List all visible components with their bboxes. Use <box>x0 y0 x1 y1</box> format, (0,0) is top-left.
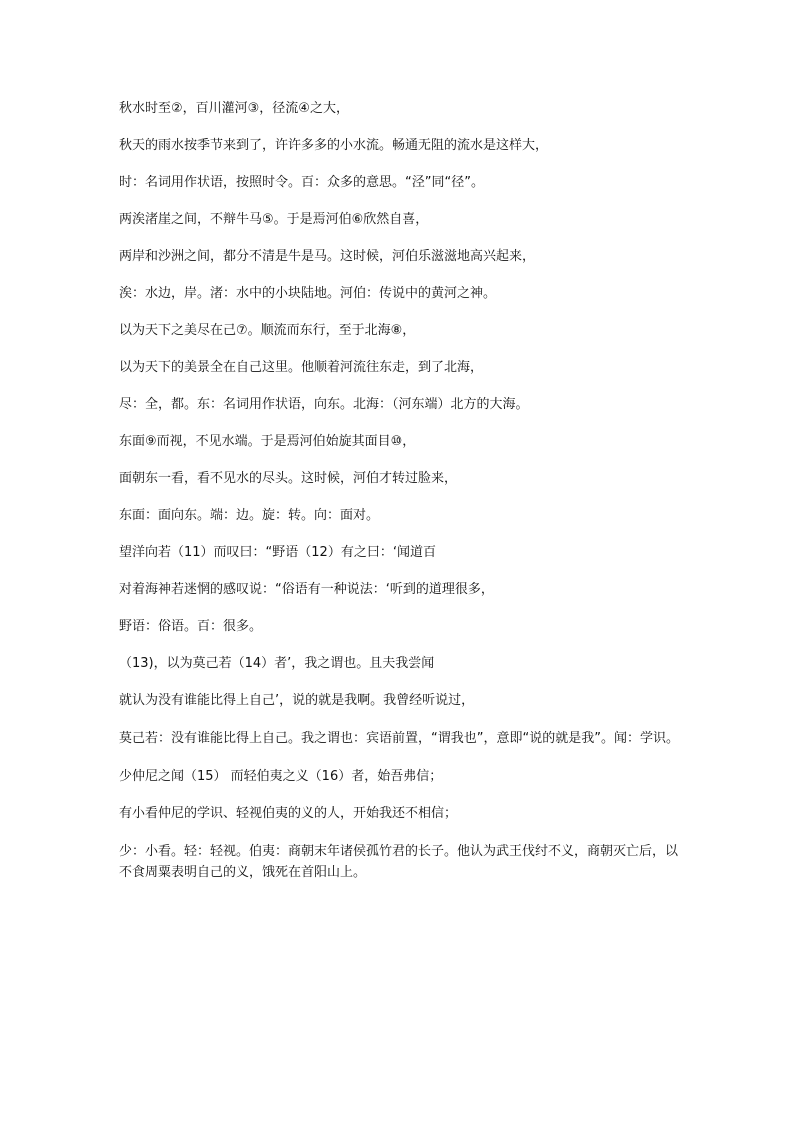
text-line-11: 面朝东一看，看不见水的尽头。这时候，河伯才转过脸来， <box>119 471 458 486</box>
text-line-10: 东面⑨而视，不见水端。于是焉河伯始旋其面目⑩， <box>119 434 416 449</box>
text-line-20: 有小看仲尼的学识、轻视伯夷的义的人，开始我还不相信； <box>119 806 458 821</box>
text-line-12: 东面：面向东。端：边。旋：转。向：面对。 <box>119 508 380 523</box>
text-line-2: 秋天的雨水按季节来到了，许许多多的小水流。畅通无阻的流水是这样大， <box>119 138 549 153</box>
text-line-14: 对着海神若迷惘的感叹说：“俗语有一种说法：‘听到的道理很多， <box>119 582 494 597</box>
text-line-7: 以为天下之美尽在己⑦。顺流而东行，至于北海⑧， <box>119 323 416 338</box>
text-line-18: 莫己若：没有谁能比得上自己。我之谓也：宾语前置，“谓我也”，意即“说的就是我”。闻：学识。 <box>119 731 679 746</box>
text-line-13: 望洋向若（11）而叹曰：“野语（12）有之曰：‘闻道百 <box>119 545 436 560</box>
text-line-4: 两涘渚崖之间，不辩牛马⑤。于是焉河伯⑥欣然自喜， <box>119 212 429 227</box>
text-line-16: （13)，以为莫己若（14）者’，我之谓也。且夫我尝闻 <box>119 656 435 671</box>
text-line-8: 以为天下的美景全在自己这里。他顺着河流往东走，到了北海， <box>119 360 484 375</box>
text-line-19: 少仲尼之闻（15） 而轻伯夷之义（16）者，始吾弗信； <box>119 769 443 784</box>
text-line-3: 时：名词用作状语，按照时令。百：众多的意思。“泾”同“径”。 <box>119 175 484 190</box>
text-line-15: 野语：俗语。百：很多。 <box>119 619 263 634</box>
text-line-21: 少：小看。轻：轻视。伯夷：商朝末年诸侯孤竹君的长子。他认为武王伐纣不义，商朝灭亡后，以不食周粟表明自己的义，饿死在首阳山上。 <box>119 844 679 880</box>
text-line-6: 涘：水边，岸。渚：水中的小块陆地。河伯：传说中的黄河之神。 <box>119 286 497 301</box>
text-line-9: 尽：全，都。东：名词用作状语，向东。北海：（河东端）北方的大海。 <box>119 397 529 412</box>
text-line-1: 秋水时至②，百川灌河③，径流④之大， <box>119 101 349 116</box>
document-body <box>119 99 679 901</box>
text-line-5: 两岸和沙洲之间，都分不清是牛是马。这时候，河伯乐滋滋地高兴起来， <box>119 249 536 264</box>
text-line-17: 就认为没有谁能比得上自己’，说的就是我啊。我曾经听说过， <box>119 693 475 708</box>
